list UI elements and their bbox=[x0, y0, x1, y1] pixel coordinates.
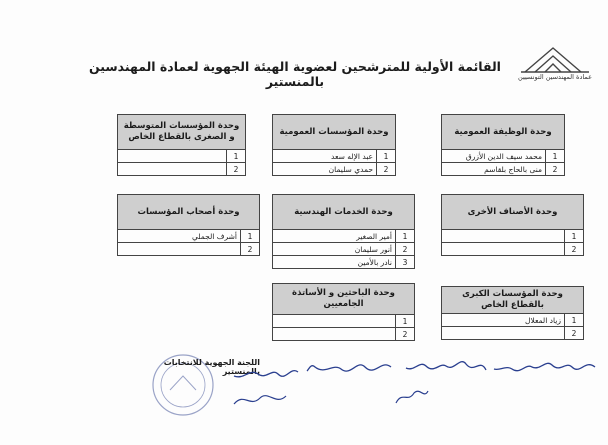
row-number: 2 bbox=[396, 243, 415, 256]
candidate-name bbox=[442, 243, 565, 256]
row-number: 1 bbox=[227, 150, 246, 163]
table-row bbox=[442, 150, 565, 163]
unit-header: وحدة المؤسسات المتوسطة و الصغرى بالقطاع الخاص bbox=[117, 114, 246, 149]
signature-icon bbox=[392, 385, 432, 407]
table-row bbox=[442, 327, 584, 340]
row-number: 2 bbox=[241, 243, 260, 256]
candidates-table bbox=[441, 149, 565, 176]
row-number: 1 bbox=[396, 230, 415, 243]
unit-header: وحدة الباحثين و الأساتذة الجامعيين bbox=[272, 283, 415, 314]
signature-icon bbox=[228, 362, 303, 390]
candidates-table bbox=[117, 229, 260, 256]
table-row bbox=[273, 230, 415, 243]
candidate-name bbox=[442, 230, 565, 243]
table-row bbox=[118, 243, 260, 256]
page-title: القائمة الأولية للمترشحين لعضوية الهيئة الجهوية لعمادة المهندسين بالمنستير bbox=[89, 59, 501, 89]
unit-header: وحدة المؤسسات العمومية bbox=[272, 114, 396, 149]
candidates-table bbox=[441, 313, 584, 340]
unit-large-private bbox=[441, 286, 584, 340]
row-number: 1 bbox=[565, 314, 584, 327]
row-number: 1 bbox=[396, 315, 415, 328]
table-row bbox=[273, 328, 415, 341]
candidates-table bbox=[272, 229, 415, 269]
election-committee-label: اللجنة الجهوية للانتخابات بالمنستير bbox=[163, 358, 260, 376]
table-row bbox=[118, 230, 260, 243]
candidates-table bbox=[117, 149, 246, 176]
row-number: 1 bbox=[546, 150, 565, 163]
candidate-name: حمدي سليمان bbox=[273, 163, 377, 176]
signature-icon bbox=[400, 352, 490, 382]
signature-icon bbox=[490, 355, 600, 385]
unit-engineering-services bbox=[272, 194, 415, 269]
table-row bbox=[442, 230, 584, 243]
candidate-name: زياد المعلال bbox=[442, 314, 565, 327]
candidate-name: أمير الصغير bbox=[273, 230, 396, 243]
table-row bbox=[273, 256, 415, 269]
table-row bbox=[118, 163, 246, 176]
candidate-name: نادر بالأمين bbox=[273, 256, 396, 269]
row-number: 2 bbox=[396, 328, 415, 341]
signature-icon bbox=[305, 355, 395, 383]
row-number: 3 bbox=[396, 256, 415, 269]
table-row bbox=[273, 243, 415, 256]
candidate-name: محمد سيف الدين الأزرق bbox=[442, 150, 546, 163]
unit-other-categories bbox=[441, 194, 584, 256]
row-number: 1 bbox=[565, 230, 584, 243]
candidate-name: أنور سليمان bbox=[273, 243, 396, 256]
row-number: 1 bbox=[377, 150, 396, 163]
table-row bbox=[273, 315, 415, 328]
row-number: 2 bbox=[565, 327, 584, 340]
table-row bbox=[273, 150, 396, 163]
unit-header: وحدة الوظيفة العمومية bbox=[441, 114, 565, 149]
candidate-name: عبد الإله سعد bbox=[273, 150, 377, 163]
table-row bbox=[273, 163, 396, 176]
table-row bbox=[442, 314, 584, 327]
candidate-name: منى بالحاج بلقاسم bbox=[442, 163, 546, 176]
unit-company-owners bbox=[117, 194, 260, 256]
unit-medium-small-private bbox=[117, 114, 246, 176]
unit-header: وحدة الخدمات الهندسية bbox=[272, 194, 415, 229]
row-number: 2 bbox=[377, 163, 396, 176]
unit-header: وحدة أصحاب المؤسسات bbox=[117, 194, 260, 229]
table-row bbox=[442, 163, 565, 176]
unit-public-function bbox=[441, 114, 565, 176]
candidate-name bbox=[442, 327, 565, 340]
table-row bbox=[442, 243, 584, 256]
unit-header: وحدة المؤسسات الكبرى بالقطاع الخاص bbox=[441, 286, 584, 313]
candidates-table bbox=[272, 314, 415, 341]
candidate-name bbox=[118, 163, 227, 176]
candidate-name bbox=[118, 243, 241, 256]
unit-header: وحدة الأصناف الأخرى bbox=[441, 194, 584, 229]
signature-icon bbox=[230, 388, 290, 410]
row-number: 2 bbox=[546, 163, 565, 176]
candidate-name bbox=[273, 315, 396, 328]
candidate-name bbox=[273, 328, 396, 341]
candidate-name: أشرف الجملي bbox=[118, 230, 241, 243]
table-row bbox=[118, 150, 246, 163]
row-number: 2 bbox=[227, 163, 246, 176]
row-number: 1 bbox=[241, 230, 260, 243]
logo-caption: عمادة المهندسين التونسيين bbox=[518, 73, 592, 81]
candidates-table bbox=[441, 229, 584, 256]
candidates-table bbox=[272, 149, 396, 176]
unit-public-institutions bbox=[272, 114, 396, 176]
candidate-name bbox=[118, 150, 227, 163]
row-number: 2 bbox=[565, 243, 584, 256]
unit-researchers-professors bbox=[272, 283, 415, 341]
